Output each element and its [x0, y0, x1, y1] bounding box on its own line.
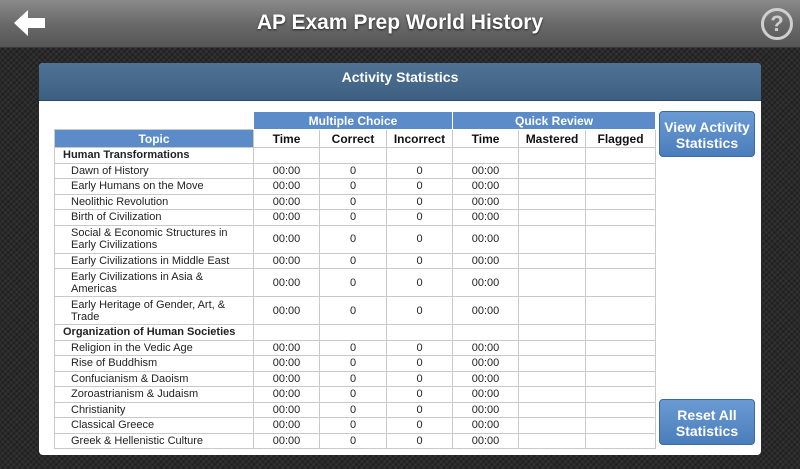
mastered-column-header: Mastered [519, 130, 586, 148]
section-row [55, 148, 656, 164]
section-empty-cell [320, 325, 387, 341]
topic-cell: Zoroastrianism & Judaism [55, 387, 254, 403]
mc-time-cell: 00:00 [254, 418, 320, 434]
topic-column-header: Topic [55, 130, 254, 148]
mc-time-cell: 00:00 [254, 297, 320, 325]
mc-time-cell: 00:00 [254, 387, 320, 403]
flagged-cell [586, 297, 656, 325]
app-title: AP Exam Prep World History [256, 11, 544, 34]
table-row [55, 179, 656, 195]
activity-statistics-panel [39, 63, 761, 455]
section-empty-cell [453, 325, 519, 341]
topic-cell: Early Heritage of Gender, Art, & Trade [55, 297, 254, 325]
flagged-cell [586, 163, 656, 179]
mastered-cell [519, 194, 586, 210]
topic-cell: Christianity [55, 402, 254, 418]
incorrect-cell: 0 [387, 402, 453, 418]
flagged-cell [586, 433, 656, 449]
incorrect-cell: 0 [387, 194, 453, 210]
top-bar [0, 0, 800, 48]
table-row [55, 387, 656, 403]
flagged-cell [586, 194, 656, 210]
mastered-cell [519, 433, 586, 449]
flagged-cell [586, 402, 656, 418]
mastered-cell [519, 297, 586, 325]
qr-time-cell: 00:00 [453, 269, 519, 297]
table-row [55, 269, 656, 297]
mastered-cell [519, 340, 586, 356]
mastered-cell [519, 269, 586, 297]
qr-time-cell: 00:00 [453, 253, 519, 269]
mc-time-cell: 00:00 [254, 402, 320, 418]
flagged-cell [586, 387, 656, 403]
table-row [55, 225, 656, 253]
qr-time-cell: 00:00 [453, 356, 519, 372]
correct-cell: 0 [320, 269, 387, 297]
section-empty-cell [254, 148, 320, 164]
group-header-row [55, 112, 656, 130]
mastered-cell [519, 253, 586, 269]
section-row [55, 325, 656, 341]
section-label: Human Transformations [55, 148, 254, 164]
table-row [55, 194, 656, 210]
qr-time-cell: 00:00 [453, 194, 519, 210]
flagged-cell [586, 356, 656, 372]
quick-review-header: Quick Review [453, 112, 656, 130]
topic-cell: Rise of Buddhism [55, 356, 254, 372]
flagged-cell [586, 269, 656, 297]
mc-time-cell: 00:00 [254, 253, 320, 269]
incorrect-cell: 0 [387, 371, 453, 387]
topic-cell: Confucianism & Daoism [55, 371, 254, 387]
correct-cell: 0 [320, 402, 387, 418]
mc-time-cell: 00:00 [254, 371, 320, 387]
statistics-table-body [55, 148, 656, 449]
section-empty-cell [519, 325, 586, 341]
section-empty-cell [453, 148, 519, 164]
section-empty-cell [387, 148, 453, 164]
statistics-table [54, 111, 656, 449]
table-row [55, 253, 656, 269]
mastered-cell [519, 418, 586, 434]
incorrect-cell: 0 [387, 418, 453, 434]
incorrect-cell: 0 [387, 340, 453, 356]
correct-cell: 0 [320, 371, 387, 387]
incorrect-cell: 0 [387, 179, 453, 195]
incorrect-cell: 0 [387, 433, 453, 449]
qr-time-cell: 00:00 [453, 210, 519, 226]
incorrect-cell: 0 [387, 253, 453, 269]
mc-time-cell: 00:00 [254, 356, 320, 372]
incorrect-cell: 0 [387, 163, 453, 179]
qr-time-cell: 00:00 [453, 371, 519, 387]
table-row [55, 163, 656, 179]
section-empty-cell [586, 148, 656, 164]
mastered-cell [519, 402, 586, 418]
flagged-cell [586, 179, 656, 195]
mastered-cell [519, 356, 586, 372]
section-empty-cell [320, 148, 387, 164]
correct-cell: 0 [320, 163, 387, 179]
correct-column-header: Correct [320, 130, 387, 148]
qr-time-cell: 00:00 [453, 225, 519, 253]
topic-cell: Greek & Hellenistic Culture [55, 433, 254, 449]
topic-cell: Early Civilizations in Middle East [55, 253, 254, 269]
mastered-cell [519, 210, 586, 226]
qr-time-cell: 00:00 [453, 387, 519, 403]
qr-time-cell: 00:00 [453, 179, 519, 195]
section-empty-cell [586, 325, 656, 341]
mc-time-cell: 00:00 [254, 433, 320, 449]
correct-cell: 0 [320, 194, 387, 210]
qr-time-cell: 00:00 [453, 163, 519, 179]
mastered-cell [519, 179, 586, 195]
mc-time-cell: 00:00 [254, 194, 320, 210]
table-row [55, 340, 656, 356]
incorrect-cell: 0 [387, 297, 453, 325]
column-header-row [55, 130, 656, 148]
mc-time-column-header: Time [254, 130, 320, 148]
correct-cell: 0 [320, 340, 387, 356]
correct-cell: 0 [320, 179, 387, 195]
multiple-choice-header: Multiple Choice [254, 112, 453, 130]
flagged-cell [586, 340, 656, 356]
correct-cell: 0 [320, 433, 387, 449]
correct-cell: 0 [320, 210, 387, 226]
incorrect-column-header: Incorrect [387, 130, 453, 148]
flagged-cell [586, 418, 656, 434]
topic-cell: Early Civilizations in Asia & Americas [55, 269, 254, 297]
incorrect-cell: 0 [387, 210, 453, 226]
qr-time-cell: 00:00 [453, 402, 519, 418]
correct-cell: 0 [320, 356, 387, 372]
topic-cell: Religion in the Vedic Age [55, 340, 254, 356]
topic-cell: Early Humans on the Move [55, 179, 254, 195]
qr-time-cell: 00:00 [453, 297, 519, 325]
section-empty-cell [387, 325, 453, 341]
flagged-cell [586, 253, 656, 269]
table-row [55, 402, 656, 418]
topic-cell: Social & Economic Structures in Early Civilizations [55, 225, 254, 253]
mastered-cell [519, 225, 586, 253]
table-row [55, 371, 656, 387]
help-button[interactable] [761, 8, 793, 40]
table-row [55, 356, 656, 372]
flagged-cell [586, 210, 656, 226]
incorrect-cell: 0 [387, 387, 453, 403]
correct-cell: 0 [320, 418, 387, 434]
flagged-cell [586, 225, 656, 253]
table-row [55, 210, 656, 226]
topic-cell: Birth of Civilization [55, 210, 254, 226]
correct-cell: 0 [320, 253, 387, 269]
mc-time-cell: 00:00 [254, 163, 320, 179]
incorrect-cell: 0 [387, 356, 453, 372]
correct-cell: 0 [320, 387, 387, 403]
header-corner [55, 112, 254, 130]
correct-cell: 0 [320, 225, 387, 253]
qr-time-column-header: Time [453, 130, 519, 148]
help-icon: ? [770, 11, 784, 36]
incorrect-cell: 0 [387, 269, 453, 297]
table-row [55, 418, 656, 434]
qr-time-cell: 00:00 [453, 340, 519, 356]
table-row [55, 433, 656, 449]
qr-time-cell: 00:00 [453, 433, 519, 449]
reset-all-statistics-button[interactable]: Reset All Statistics [659, 399, 755, 445]
view-activity-statistics-button[interactable]: View Activity Statistics [659, 111, 755, 157]
mc-time-cell: 00:00 [254, 225, 320, 253]
topic-cell: Dawn of History [55, 163, 254, 179]
mastered-cell [519, 163, 586, 179]
section-empty-cell [519, 148, 586, 164]
mc-time-cell: 00:00 [254, 340, 320, 356]
qr-time-cell: 00:00 [453, 418, 519, 434]
flagged-column-header: Flagged [586, 130, 656, 148]
table-row [55, 297, 656, 325]
section-label: Organization of Human Societies [55, 325, 254, 341]
mastered-cell [519, 387, 586, 403]
topic-cell: Neolithic Revolution [55, 194, 254, 210]
mc-time-cell: 00:00 [254, 269, 320, 297]
flagged-cell [586, 371, 656, 387]
correct-cell: 0 [320, 297, 387, 325]
topic-cell: Classical Greece [55, 418, 254, 434]
mastered-cell [519, 371, 586, 387]
mc-time-cell: 00:00 [254, 179, 320, 195]
panel-title: Activity Statistics [39, 63, 761, 101]
mc-time-cell: 00:00 [254, 210, 320, 226]
incorrect-cell: 0 [387, 225, 453, 253]
section-empty-cell [254, 325, 320, 341]
